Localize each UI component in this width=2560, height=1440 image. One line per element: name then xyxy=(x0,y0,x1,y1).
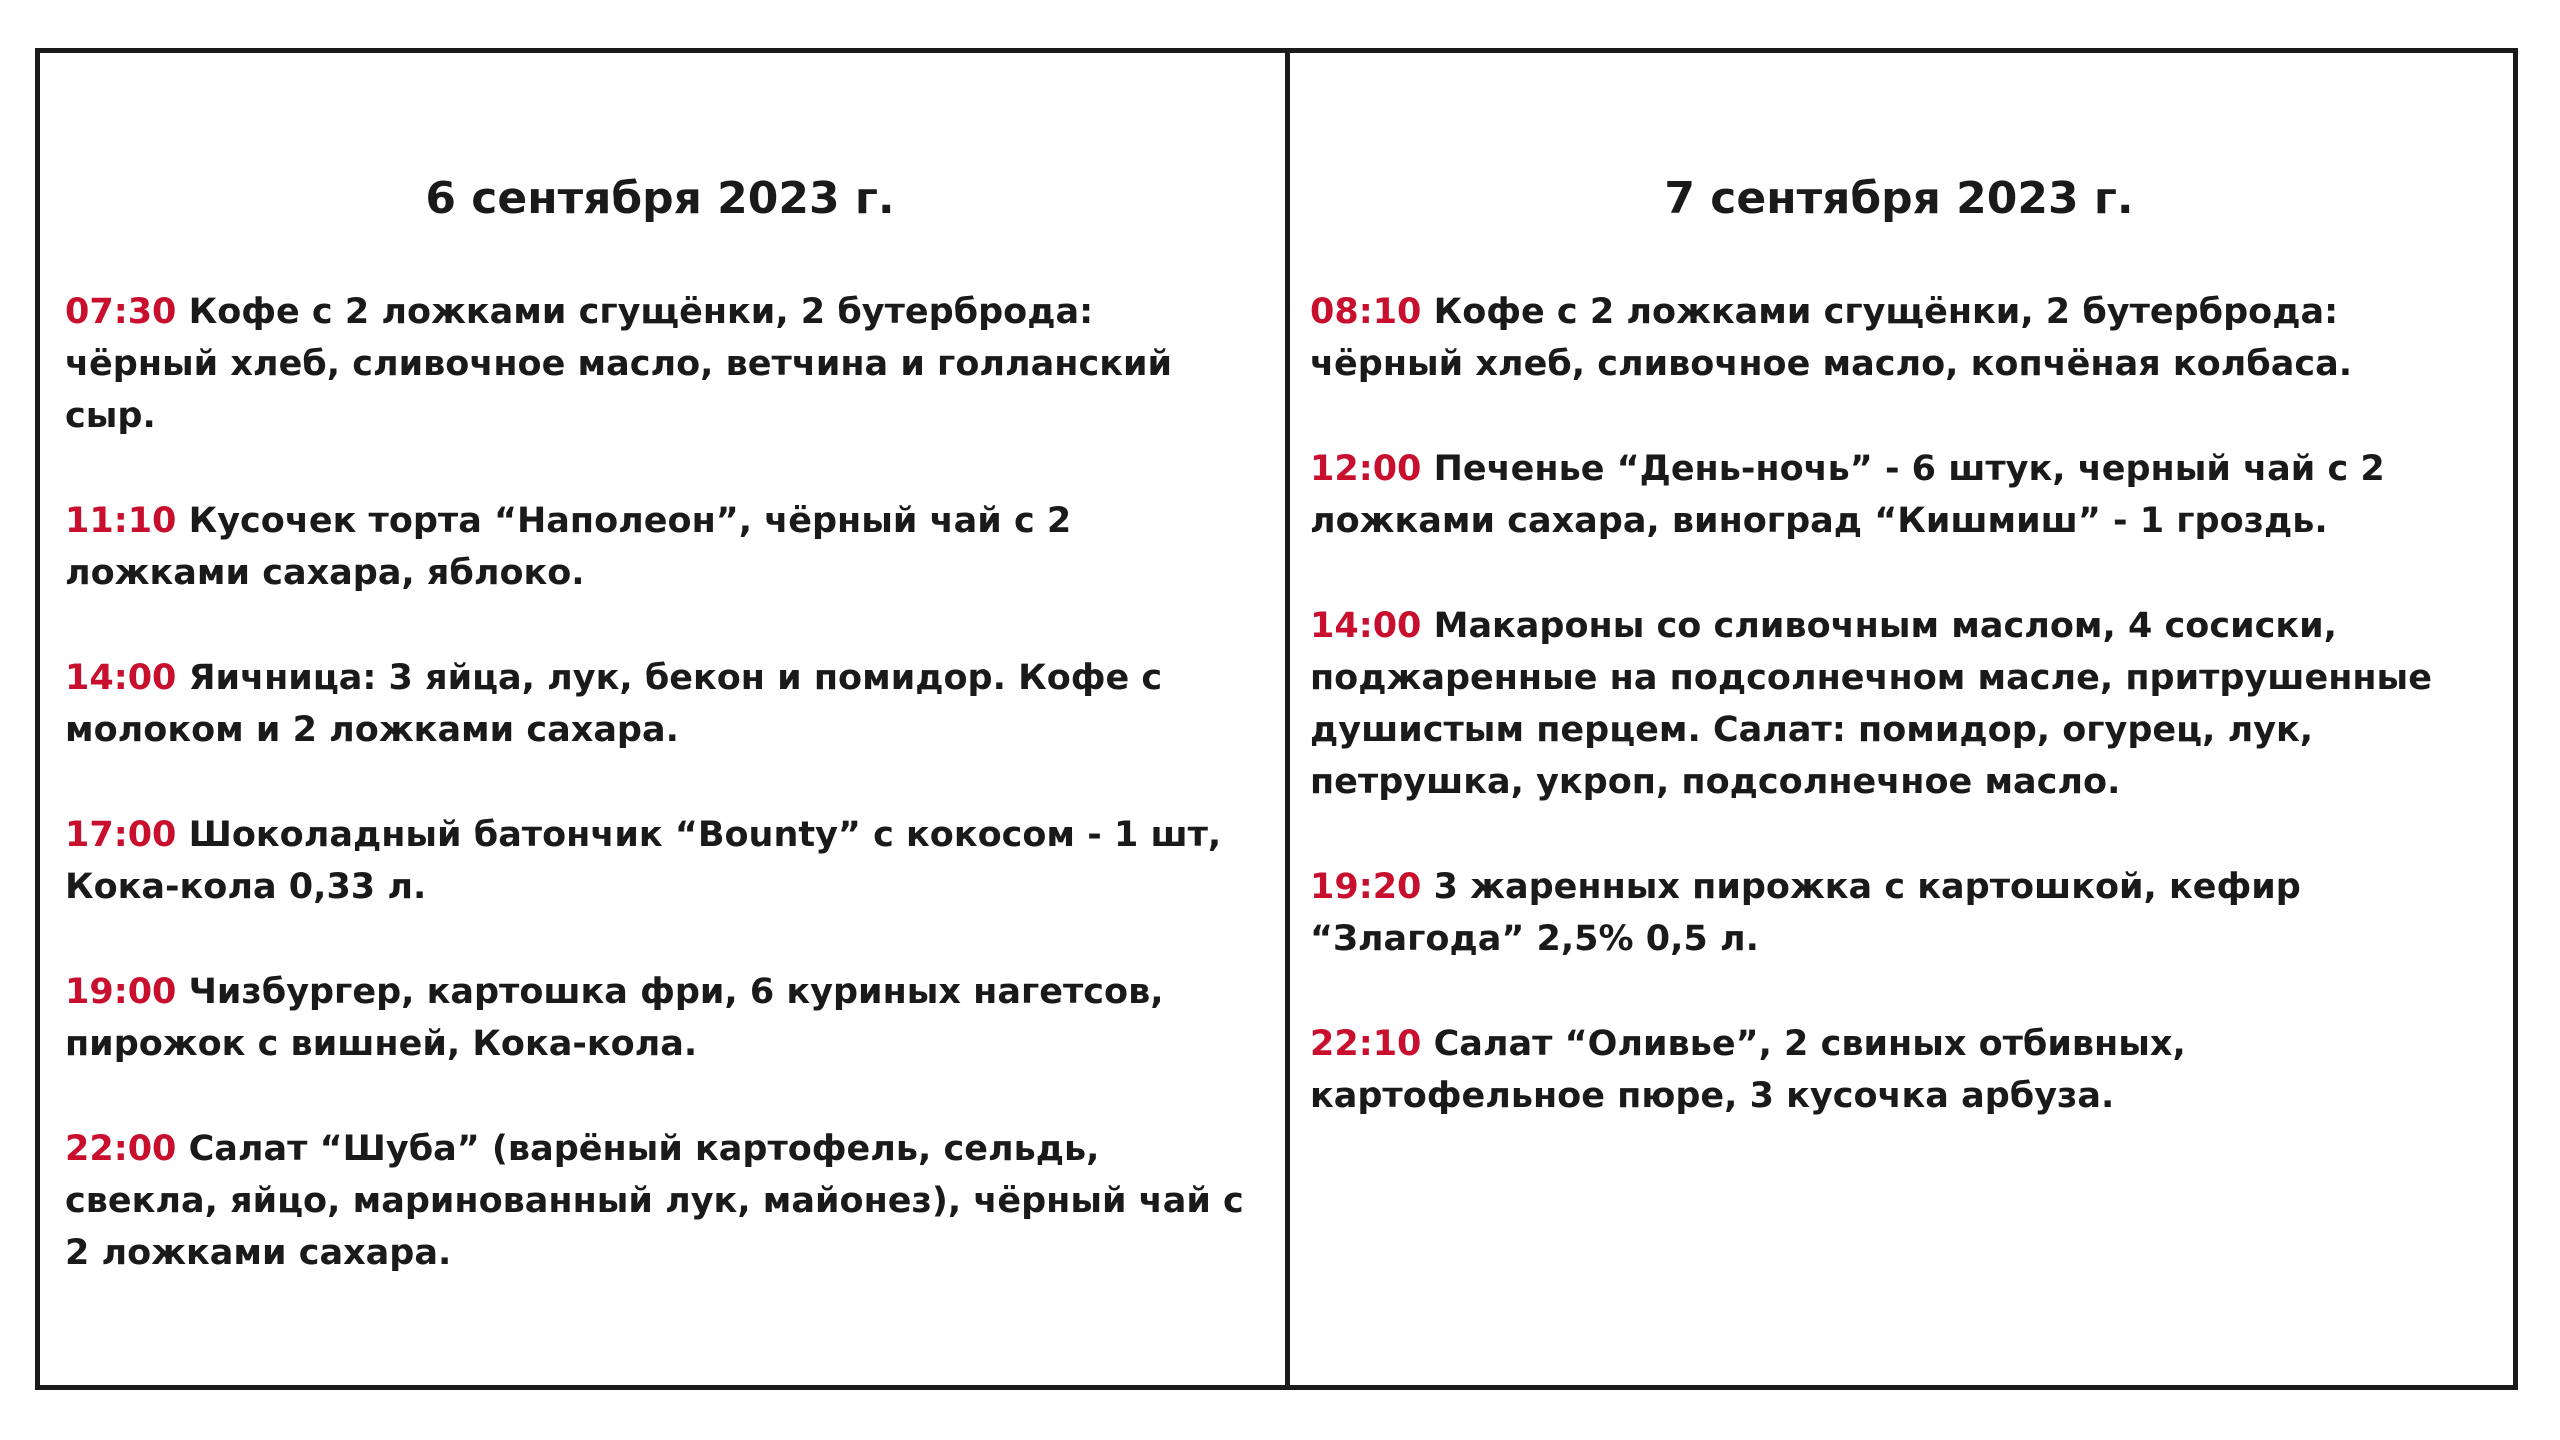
meal-entry xyxy=(1310,443,2488,547)
meal-time: 11:10 xyxy=(65,500,177,541)
meal-description: Кофе с 2 ложками сгущёнки, 2 бутерброда: чёрный хлеб, сливочное масло, ветчина и голланский сыр. xyxy=(65,291,1173,436)
meal-description: Салат “Шуба” (варёный картофель, сельдь, свекла, яйцо, маринованный лук, майонез), чёрный чай с 2 ложками сахара. xyxy=(65,1128,1244,1273)
meal-entry xyxy=(1310,286,2488,390)
meal-time: 19:20 xyxy=(1310,866,1422,907)
meal-entry xyxy=(1310,861,2488,965)
day-date-heading: 6 сентября 2023 г. xyxy=(425,173,895,224)
meal-time: 17:00 xyxy=(65,814,177,855)
meal-entry xyxy=(65,286,1255,442)
meal-description: Макароны со сливочным маслом, 4 сосиски, поджаренные на подсолнечном масле, притрушенные душистым перцем. Салат: помидор, огурец, лук, петрушка, укроп, подсолнечное масло. xyxy=(1310,605,2432,802)
food-diary-table xyxy=(35,48,2518,1390)
meal-time: 19:00 xyxy=(65,971,177,1012)
meal-description: Кофе с 2 ложками сгущёнки, 2 бутерброда: чёрный хлеб, сливочное масло, копчёная колбаса. xyxy=(1310,291,2353,384)
meal-description: 3 жаренных пирожка с картошкой, кефир “Злагода” 2,5% 0,5 л. xyxy=(1310,866,2301,959)
meal-time: 07:30 xyxy=(65,291,177,332)
day-date-heading: 7 сентября 2023 г. xyxy=(1664,173,2134,224)
meal-time: 14:00 xyxy=(65,657,177,698)
day-column-1 xyxy=(40,53,1290,1385)
meal-entry xyxy=(65,495,1255,599)
meal-entry xyxy=(65,652,1255,756)
meal-description: Салат “Оливье”, 2 свиных отбивных, картофельное пюре, 3 кусочка арбуза. xyxy=(1310,1023,2186,1116)
meal-description: Печенье “День-ночь” - 6 штук, черный чай с 2 ложками сахара, виноград “Кишмиш” - 1 гроздь. xyxy=(1310,448,2385,541)
meal-entry xyxy=(65,809,1255,913)
meal-description: Яичница: 3 яйца, лук, бекон и помидор. Кофе с молоком и 2 ложками сахара. xyxy=(65,657,1163,750)
meal-time: 12:00 xyxy=(1310,448,1422,489)
meal-time: 14:00 xyxy=(1310,605,1422,646)
meal-description: Чизбургер, картошка фри, 6 куриных нагетсов, пирожок с вишней, Кока-кола. xyxy=(65,971,1164,1064)
meal-time: 22:00 xyxy=(65,1128,177,1169)
meal-entry xyxy=(65,1123,1255,1279)
meal-time: 22:10 xyxy=(1310,1023,1422,1064)
day-column-2 xyxy=(1290,53,2518,1385)
meal-time: 08:10 xyxy=(1310,291,1422,332)
meal-entry xyxy=(1310,1018,2488,1122)
meal-description: Кусочек торта “Наполеон”, чёрный чай с 2 ложками сахара, яблоко. xyxy=(65,500,1072,593)
meal-entry xyxy=(1310,600,2488,808)
meal-entry xyxy=(65,966,1255,1070)
meal-description: Шоколадный батончик “Bounty” с кокосом - 1 шт, Кока-кола 0,33 л. xyxy=(65,814,1222,907)
